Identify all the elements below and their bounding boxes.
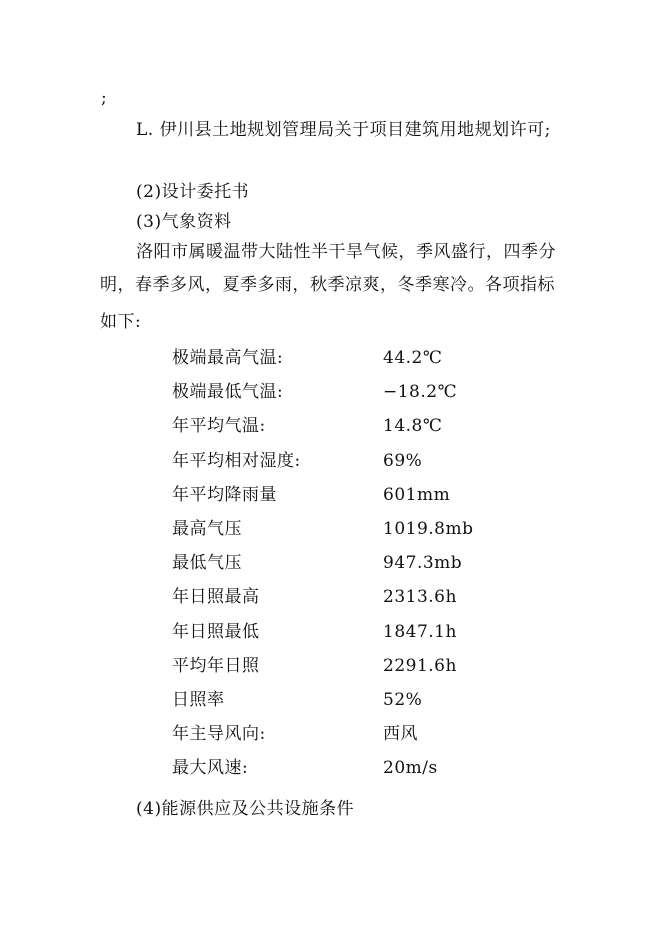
climate-label: 年平均相对湿度: [172, 450, 301, 471]
climate-value: 20m/s [383, 758, 438, 779]
climate-value: 601mm [383, 484, 451, 505]
climate-label: 年平均气温: [172, 416, 266, 437]
stray-semicolon: ; [101, 88, 108, 108]
section-heading-2: (2)设计委托书 [136, 182, 250, 202]
climate-row [172, 344, 492, 378]
climate-label: 年日照最低 [172, 621, 260, 642]
climate-value: 14.8℃ [383, 416, 443, 437]
climate-value: 2313.6h [383, 587, 457, 608]
climate-value: 69% [383, 450, 423, 471]
climate-row [172, 618, 492, 652]
climate-value: 1019.8mb [383, 518, 474, 539]
paragraph-line-1: 洛阳市属暖温带大陆性半干旱气候，季风盛行，四季分 [136, 242, 556, 262]
climate-row [172, 686, 492, 720]
climate-row [172, 447, 492, 481]
climate-row [172, 754, 492, 788]
climate-label: 极端最低气温: [172, 382, 284, 403]
climate-label: 最大风速: [172, 758, 249, 779]
climate-row [172, 412, 492, 446]
climate-label: 极端最高气温: [172, 348, 284, 368]
list-item-l: L. 伊川县土地规划管理局关于项目建筑用地规划许可; [136, 120, 551, 140]
section-heading-4: (4)能源供应及公共设施条件 [136, 799, 355, 819]
climate-label: 日照率 [172, 689, 225, 710]
climate-label: 年日照最高 [172, 587, 260, 608]
climate-row [172, 378, 492, 412]
climate-row [172, 549, 492, 583]
climate-value: 52% [383, 689, 423, 710]
climate-row [172, 583, 492, 617]
climate-value: −18.2℃ [383, 382, 458, 403]
paragraph-line-2: 明，春季多风，夏季多雨，秋季凉爽，冬季寒冷。各项指标 [100, 275, 555, 295]
paragraph-line-3: 如下: [100, 312, 142, 332]
climate-row [172, 652, 492, 686]
section-heading-3: (3)气象资料 [136, 212, 232, 232]
climate-label: 年主导风向: [172, 724, 266, 745]
climate-table [172, 344, 492, 788]
climate-label: 最低气压 [172, 553, 242, 574]
climate-value: 1847.1h [383, 621, 457, 642]
climate-row [172, 481, 492, 515]
climate-value: 2291.6h [383, 655, 457, 676]
climate-label: 最高气压 [172, 518, 242, 539]
climate-value: 44.2℃ [383, 348, 443, 368]
climate-value: 西风 [383, 724, 418, 745]
climate-label: 年平均降雨量 [172, 484, 277, 505]
climate-row [172, 720, 492, 754]
climate-value: 947.3mb [383, 553, 463, 574]
climate-row [172, 515, 492, 549]
climate-label: 平均年日照 [172, 655, 260, 676]
